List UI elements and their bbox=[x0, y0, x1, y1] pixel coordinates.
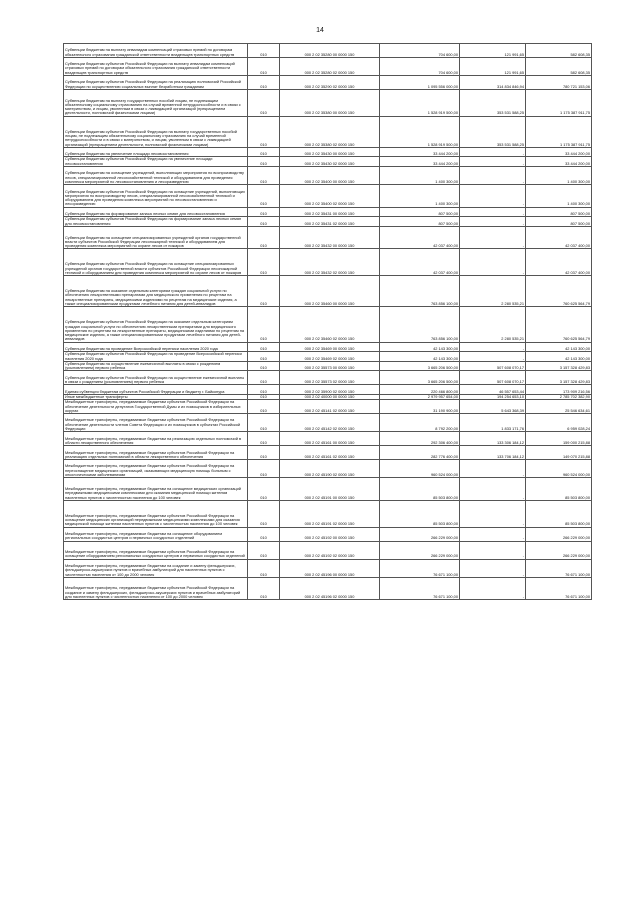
row-name-cell: Субвенции бюджетам субъектов Российской Федерации на формирование запаса лесных семян для лесовосстановления bbox=[64, 217, 248, 227]
row-admin-code-cell: 010 bbox=[248, 478, 280, 501]
row-unexecuted-amount-cell: 1 400 300,00 bbox=[526, 185, 592, 208]
row-admin-code-cell: 010 bbox=[248, 500, 280, 527]
row-approved-amount-cell: 76 671 100,00 bbox=[380, 559, 460, 577]
row-admin-code-cell: 010 bbox=[248, 577, 280, 600]
row-executed-amount-cell: 2 280 535,21 bbox=[460, 307, 526, 342]
row-approved-amount-cell: 266 229 000,00 bbox=[380, 527, 460, 541]
row-unexecuted-amount-cell: 1 400 300,00 bbox=[526, 167, 592, 185]
row-admin-code-cell: 010 bbox=[248, 217, 280, 227]
budget-table bbox=[63, 43, 592, 600]
table-row bbox=[64, 559, 592, 577]
row-approved-amount-cell: 85 503 800,00 bbox=[380, 478, 460, 501]
row-unexecuted-amount-cell: 582 608,35 bbox=[526, 44, 592, 58]
table-row bbox=[64, 541, 592, 559]
row-executed-amount-cell: 2 280 535,21 bbox=[460, 276, 526, 307]
table-row bbox=[64, 57, 592, 75]
row-unexecuted-amount-cell: 807 500,00 bbox=[526, 207, 592, 217]
row-executed-amount-cell: 353 531 588,25 bbox=[460, 89, 526, 116]
row-approved-amount-cell: 763 856 100,00 bbox=[380, 307, 460, 342]
row-unexecuted-amount-cell: 780 721 153,06 bbox=[526, 76, 592, 90]
row-admin-code-cell: 010 bbox=[248, 559, 280, 577]
row-admin-code-cell: 010 bbox=[248, 207, 280, 217]
row-name-cell: Субвенции бюджетам на выплату государственных пособий лицам, не подлежащим обязательному социальному страхованию на случай временной нетрудоспособности и в связи с материнством, и лицам, уволенным в связи с ликвидацией организаций (прекращением деятельности, полномочий физическими лицами) bbox=[64, 89, 248, 116]
row-name-cell: Иные межбюджетные трансферты bbox=[64, 394, 248, 399]
row-name-cell: Межбюджетные трансферты, передаваемые бюджетам субъектов Российской Федерации на обеспечение деятельности членов Совета Федерации и их помощников в субъектах Российской Федерации bbox=[64, 414, 248, 432]
row-budget-code-cell: 000 2 02 35280 02 0000 150 bbox=[280, 57, 380, 75]
row-unexecuted-amount-cell: 760 625 564,79 bbox=[526, 276, 592, 307]
row-admin-code-cell: 010 bbox=[248, 57, 280, 75]
row-executed-amount-cell: - bbox=[460, 157, 526, 167]
row-unexecuted-amount-cell: 33 444 200,00 bbox=[526, 157, 592, 167]
row-budget-code-cell: 000 2 02 35400 02 0000 150 bbox=[280, 185, 380, 208]
row-admin-code-cell: 010 bbox=[248, 76, 280, 90]
table-row bbox=[64, 400, 592, 414]
row-approved-amount-cell: 42 143 300,00 bbox=[380, 352, 460, 362]
row-approved-amount-cell: 1 400 300,00 bbox=[380, 167, 460, 185]
row-admin-code-cell: 010 bbox=[248, 185, 280, 208]
row-budget-code-cell: 000 2 02 45141 02 0000 150 bbox=[280, 400, 380, 414]
row-executed-amount-cell: - bbox=[460, 147, 526, 157]
row-executed-amount-cell: - bbox=[460, 249, 526, 276]
row-budget-code-cell: 000 2 02 35432 02 0000 150 bbox=[280, 249, 380, 276]
row-budget-code-cell: 000 2 02 35460 00 0000 150 bbox=[280, 276, 380, 307]
row-unexecuted-amount-cell: 76 671 100,00 bbox=[526, 577, 592, 600]
row-executed-amount-cell: - bbox=[460, 167, 526, 185]
table-row bbox=[64, 157, 592, 167]
row-budget-code-cell: 000 2 02 45161 00 0000 150 bbox=[280, 432, 380, 446]
table-row bbox=[64, 276, 592, 307]
row-approved-amount-cell: 807 500,00 bbox=[380, 217, 460, 227]
row-name-cell: Межбюджетные трансферты, передаваемые бюджетам субъектов Российской Федерации на реализацию отдельных полномочий в области лекарственного обеспечения bbox=[64, 446, 248, 460]
row-budget-code-cell: 000 2 02 35290 02 0000 150 bbox=[280, 76, 380, 90]
table-row bbox=[64, 147, 592, 157]
row-name-cell: Межбюджетные трансферты, передаваемые бюджетам субъектов Российской Федерации на создание и замену фельдшерских, фельдшерско-акушерских пунктов и врачебных амбулаторий для населенных пунктов с численностью населения от 100 до 2000 человек bbox=[64, 577, 248, 600]
row-budget-code-cell: 000 2 02 35432 00 0000 150 bbox=[280, 226, 380, 249]
row-executed-amount-cell: 133 706 184,12 bbox=[460, 446, 526, 460]
row-name-cell: Субвенции бюджетам на осуществление ежемесячной выплаты в связи с рождением (усыновлением) первого ребенка bbox=[64, 361, 248, 371]
table-row bbox=[64, 446, 592, 460]
row-approved-amount-cell: 1 095 556 000,00 bbox=[380, 76, 460, 90]
table-row bbox=[64, 460, 592, 478]
row-unexecuted-amount-cell: 2 785 702 382,90 bbox=[526, 394, 592, 399]
row-name-cell: Межбюджетные трансферты, передаваемые бюджетам субъектов Российской Федерации на обеспечение деятельности депутатов Государственной Думы и их помощников в избирательных округах bbox=[64, 400, 248, 414]
budget-table-body bbox=[64, 44, 592, 600]
row-executed-amount-cell: - bbox=[460, 207, 526, 217]
row-unexecuted-amount-cell: 76 671 100,00 bbox=[526, 559, 592, 577]
row-unexecuted-amount-cell: 760 625 564,79 bbox=[526, 307, 592, 342]
table-row bbox=[64, 414, 592, 432]
row-name-cell: Субвенции бюджетам субъектов Российской Федерации на оснащение учреждений, выполняющих мероприятия по воспроизводству лесов, специализированной лесохозяйственной техникой и оборудованием для проведения комплекса мероприятий по лесовосстановлению и лесоразведению bbox=[64, 185, 248, 208]
row-name-cell: Субвенции бюджетам на выплату инвалидам компенсаций страховых премий по договорам обязательного страхования гражданской ответственности владельцев транспортных средств bbox=[64, 44, 248, 58]
row-name-cell: Субвенции бюджетам субъектов Российской Федерации на реализацию полномочий Российской Федерации по осуществлению социальных выплат безработным гражданам bbox=[64, 76, 248, 90]
row-executed-amount-cell: - bbox=[460, 559, 526, 577]
row-name-cell: Межбюджетные трансферты, передаваемые бюджетам на реализацию отдельных полномочий в области лекарственного обеспечения bbox=[64, 432, 248, 446]
row-approved-amount-cell: 42 143 300,00 bbox=[380, 342, 460, 352]
row-name-cell: Субвенции бюджетам на формирование запаса лесных семян для лесовосстановления bbox=[64, 207, 248, 217]
row-budget-code-cell: 000 2 02 45161 02 0000 150 bbox=[280, 446, 380, 460]
row-unexecuted-amount-cell: 3 157 328 429,83 bbox=[526, 371, 592, 385]
row-executed-amount-cell: - bbox=[460, 460, 526, 478]
row-budget-code-cell: 000 2 02 45192 00 0000 150 bbox=[280, 527, 380, 541]
row-name-cell: Межбюджетные трансферты, передаваемые бюджетам субъектов Российской Федерации на переоснащение медицинских организаций, оказывающих медицинскую помощь больным с онкологическими заболеваниями bbox=[64, 460, 248, 478]
row-name-cell: Субвенции бюджетам субъектов Российской Федерации на осуществление ежемесячной выплаты в связи с рождением (усыновлением) первого ребенка bbox=[64, 371, 248, 385]
row-budget-code-cell: 000 2 02 35460 02 0000 150 bbox=[280, 307, 380, 342]
table-row bbox=[64, 527, 592, 541]
table-row bbox=[64, 432, 592, 446]
row-executed-amount-cell: - bbox=[460, 577, 526, 600]
row-approved-amount-cell: 1 528 919 500,00 bbox=[380, 116, 460, 147]
row-unexecuted-amount-cell: 266 229 000,00 bbox=[526, 527, 592, 541]
row-name-cell: Межбюджетные трансферты, передаваемые бюджетам на оснащение медицинских организаций передвижными медицинскими комплексами для оказания медицинской помощи жителям населенных пунктов с численностью населения до 100 человек bbox=[64, 478, 248, 501]
row-name-cell: Субвенции бюджетам субъектов Российской Федерации на проведение Всероссийской переписи населения 2020 года bbox=[64, 352, 248, 362]
row-approved-amount-cell: 282 776 400,00 bbox=[380, 446, 460, 460]
row-budget-code-cell: 000 2 02 45190 02 0000 150 bbox=[280, 460, 380, 478]
row-executed-amount-cell: - bbox=[460, 478, 526, 501]
row-approved-amount-cell: 704 600,00 bbox=[380, 44, 460, 58]
row-budget-code-cell: 000 2 02 45142 02 0000 150 bbox=[280, 414, 380, 432]
row-budget-code-cell: 000 2 02 45196 02 0000 150 bbox=[280, 577, 380, 600]
row-unexecuted-amount-cell: 159 000 215,88 bbox=[526, 432, 592, 446]
row-admin-code-cell: 010 bbox=[248, 527, 280, 541]
row-approved-amount-cell: 33 444 200,00 bbox=[380, 147, 460, 157]
row-executed-amount-cell: 133 306 184,12 bbox=[460, 432, 526, 446]
table-row bbox=[64, 352, 592, 362]
row-name-cell: Субвенции бюджетам субъектов Российской Федерации на выплату инвалидам компенсаций страховых премий по договорам обязательного страхования гражданской ответственности владельцев транспортных средств bbox=[64, 57, 248, 75]
table-row bbox=[64, 307, 592, 342]
row-approved-amount-cell: 1 528 919 500,00 bbox=[380, 89, 460, 116]
row-approved-amount-cell: 3 665 206 500,00 bbox=[380, 371, 460, 385]
page-number: 14 bbox=[316, 27, 324, 34]
table-row bbox=[64, 342, 592, 352]
table-row bbox=[64, 577, 592, 600]
row-admin-code-cell: 010 bbox=[248, 44, 280, 58]
row-budget-code-cell: 000 2 02 35431 02 0000 150 bbox=[280, 217, 380, 227]
row-name-cell: Единая субвенция бюджетам субъектов Российской Федерации и бюджету г. Байконура bbox=[64, 385, 248, 395]
row-name-cell: Субвенции бюджетам на оказание отдельным категориям граждан социальной услуги по обеспечению лекарственными препаратами для медицинского применения по рецептам на лекарственные препараты, медицинскими изделиями по рецептам на медицинские изделия, а также специализированными продуктами лечебного питания для детей-инвалидов bbox=[64, 276, 248, 307]
row-name-cell: Субвенции бюджетам субъектов Российской Федерации на оснащение специализированных учреждений органов государственной власти субъектов Российской Федерации лесопожарной техникой и оборудованием для проведения комплекса мероприятий по охране лесов от пожаров bbox=[64, 249, 248, 276]
row-budget-code-cell: 000 2 02 35469 00 0000 150 bbox=[280, 342, 380, 352]
row-admin-code-cell: 010 bbox=[248, 394, 280, 399]
table-row bbox=[64, 89, 592, 116]
row-executed-amount-cell: - bbox=[460, 352, 526, 362]
row-approved-amount-cell: 807 500,00 bbox=[380, 207, 460, 217]
row-name-cell: Межбюджетные трансферты, передаваемые бюджетам на создание и замену фельдшерских, фельдшерско-акушерских пунктов и врачебных амбулаторий для населенных пунктов с численностью населения от 100 до 2000 человек bbox=[64, 559, 248, 577]
row-budget-code-cell: 000 2 02 35431 00 0000 150 bbox=[280, 207, 380, 217]
table-row bbox=[64, 371, 592, 385]
row-unexecuted-amount-cell: 807 500,00 bbox=[526, 217, 592, 227]
table-row bbox=[64, 226, 592, 249]
row-budget-code-cell: 000 2 02 35469 02 0000 150 bbox=[280, 352, 380, 362]
row-approved-amount-cell: 33 444 200,00 bbox=[380, 157, 460, 167]
row-executed-amount-cell: 194 254 653,10 bbox=[460, 394, 526, 399]
row-executed-amount-cell: - bbox=[460, 500, 526, 527]
row-admin-code-cell: 010 bbox=[248, 432, 280, 446]
row-admin-code-cell: 010 bbox=[248, 147, 280, 157]
row-name-cell: Субвенции бюджетам субъектов Российской Федерации на оказание отдельным категориям граждан социальной услуги по обеспечению лекарственными препаратами для медицинского применения по рецептам на лекарственные препараты, медицинскими изделиями по рецептам на медицинские изделия, а также специализированными продуктами лечебного питания для детей-инвалидов bbox=[64, 307, 248, 342]
row-admin-code-cell: 010 bbox=[248, 541, 280, 559]
row-unexecuted-amount-cell: 582 608,35 bbox=[526, 57, 592, 75]
row-budget-code-cell: 000 2 02 35280 00 0000 150 bbox=[280, 44, 380, 58]
row-admin-code-cell: 010 bbox=[248, 89, 280, 116]
row-budget-code-cell: 000 2 02 40000 00 0000 150 bbox=[280, 394, 380, 399]
row-unexecuted-amount-cell: 85 503 800,00 bbox=[526, 478, 592, 501]
table-row bbox=[64, 500, 592, 527]
row-budget-code-cell: 000 2 02 35380 02 0000 150 bbox=[280, 116, 380, 147]
row-executed-amount-cell: 1 833 171,76 bbox=[460, 414, 526, 432]
row-approved-amount-cell: 42 037 400,00 bbox=[380, 226, 460, 249]
row-admin-code-cell: 010 bbox=[248, 385, 280, 395]
row-unexecuted-amount-cell: 25 546 634,61 bbox=[526, 400, 592, 414]
row-executed-amount-cell: 46 557 653,44 bbox=[460, 385, 526, 395]
row-name-cell: Межбюджетные трансферты, передаваемые бюджетам субъектов Российской Федерации на оснащение медицинских организаций передвижными медицинскими комплексами для оказания медицинской помощи жителям населенных пунктов с численностью населения до 100 человек bbox=[64, 500, 248, 527]
row-name-cell: Субвенции бюджетам на проведение Всероссийской переписи населения 2020 года bbox=[64, 342, 248, 352]
row-executed-amount-cell: - bbox=[460, 185, 526, 208]
row-unexecuted-amount-cell: 266 229 000,00 bbox=[526, 541, 592, 559]
row-approved-amount-cell: 76 671 100,00 bbox=[380, 577, 460, 600]
row-unexecuted-amount-cell: 85 503 800,00 bbox=[526, 500, 592, 527]
row-approved-amount-cell: 42 037 400,00 bbox=[380, 249, 460, 276]
row-budget-code-cell: 000 2 02 35400 00 0000 150 bbox=[280, 167, 380, 185]
row-admin-code-cell: 010 bbox=[248, 414, 280, 432]
row-unexecuted-amount-cell: 173 909 216,56 bbox=[526, 385, 592, 395]
row-name-cell: Субвенции бюджетам на увеличение площади лесовосстановления bbox=[64, 147, 248, 157]
row-budget-code-cell: 000 2 02 45196 00 0000 150 bbox=[280, 559, 380, 577]
row-budget-code-cell: 000 2 02 35430 02 0000 150 bbox=[280, 157, 380, 167]
row-approved-amount-cell: 8 792 200,00 bbox=[380, 414, 460, 432]
row-name-cell: Межбюджетные трансферты, передаваемые бюджетам субъектов Российской Федерации на оснащение оборудованием региональных сосудистых центров и первичных сосудистых отделений bbox=[64, 541, 248, 559]
table-row bbox=[64, 44, 592, 58]
row-approved-amount-cell: 292 306 400,00 bbox=[380, 432, 460, 446]
row-admin-code-cell: 010 bbox=[248, 446, 280, 460]
row-budget-code-cell: 000 2 02 35900 02 0000 150 bbox=[280, 385, 380, 395]
row-approved-amount-cell: 704 600,00 bbox=[380, 57, 460, 75]
row-executed-amount-cell: 353 531 588,25 bbox=[460, 116, 526, 147]
table-row bbox=[64, 361, 592, 371]
row-executed-amount-cell: - bbox=[460, 527, 526, 541]
row-admin-code-cell: 010 bbox=[248, 342, 280, 352]
row-budget-code-cell: 000 2 02 35380 00 0000 150 bbox=[280, 89, 380, 116]
table-row bbox=[64, 249, 592, 276]
row-approved-amount-cell: 2 979 957 654,00 bbox=[380, 394, 460, 399]
row-approved-amount-cell: 220 466 800,00 bbox=[380, 385, 460, 395]
row-unexecuted-amount-cell: 3 157 328 429,83 bbox=[526, 361, 592, 371]
row-unexecuted-amount-cell: 33 444 200,00 bbox=[526, 147, 592, 157]
table-row bbox=[64, 167, 592, 185]
row-name-cell: Субвенции бюджетам субъектов Российской Федерации на увеличение площади лесовосстановления bbox=[64, 157, 248, 167]
row-executed-amount-cell: - bbox=[460, 342, 526, 352]
row-admin-code-cell: 010 bbox=[248, 371, 280, 385]
row-unexecuted-amount-cell: 960 524 000,00 bbox=[526, 460, 592, 478]
row-budget-code-cell: 000 2 02 45191 00 0000 150 bbox=[280, 478, 380, 501]
row-executed-amount-cell: - bbox=[460, 217, 526, 227]
row-unexecuted-amount-cell: 6 959 028,24 bbox=[526, 414, 592, 432]
row-unexecuted-amount-cell: 42 143 300,00 bbox=[526, 352, 592, 362]
row-admin-code-cell: 010 bbox=[248, 352, 280, 362]
row-executed-amount-cell: - bbox=[460, 226, 526, 249]
row-admin-code-cell: 010 bbox=[248, 157, 280, 167]
row-approved-amount-cell: 1 400 300,00 bbox=[380, 185, 460, 208]
row-executed-amount-cell: 314 834 846,94 bbox=[460, 76, 526, 90]
row-executed-amount-cell: 121 991,65 bbox=[460, 44, 526, 58]
table-row bbox=[64, 207, 592, 217]
row-unexecuted-amount-cell: 42 143 300,00 bbox=[526, 342, 592, 352]
table-row bbox=[64, 385, 592, 395]
row-name-cell: Субвенции бюджетам субъектов Российской Федерации на выплату государственных пособий лицам, не подлежащим обязательному социальному страхованию на случай временной нетрудоспособности и в связи с материнством, и лицам, уволенным в связи с ликвидацией организаций (прекращением деятельности, полномочий физическими лицами) bbox=[64, 116, 248, 147]
row-executed-amount-cell: 5 643 368,39 bbox=[460, 400, 526, 414]
row-approved-amount-cell: 763 856 100,00 bbox=[380, 276, 460, 307]
table-row bbox=[64, 217, 592, 227]
row-unexecuted-amount-cell: 149 070 215,88 bbox=[526, 446, 592, 460]
row-admin-code-cell: 010 bbox=[248, 276, 280, 307]
row-budget-code-cell: 000 2 02 45191 02 0000 150 bbox=[280, 500, 380, 527]
row-executed-amount-cell: 507 608 070,17 bbox=[460, 371, 526, 385]
row-admin-code-cell: 010 bbox=[248, 116, 280, 147]
row-budget-code-cell: 000 2 02 35573 02 0000 150 bbox=[280, 371, 380, 385]
row-unexecuted-amount-cell: 42 037 400,00 bbox=[526, 249, 592, 276]
row-approved-amount-cell: 85 503 800,00 bbox=[380, 500, 460, 527]
row-admin-code-cell: 010 bbox=[248, 167, 280, 185]
row-name-cell: Субвенции бюджетам на оснащение специализированных учреждений органов государственной власти субъектов Российской Федерации лесопожарной техникой и оборудованием для проведения комплекса мероприятий по охране лесов от пожаров bbox=[64, 226, 248, 249]
row-admin-code-cell: 010 bbox=[248, 400, 280, 414]
row-executed-amount-cell: 507 608 070,17 bbox=[460, 361, 526, 371]
row-budget-code-cell: 000 2 02 45192 02 0000 150 bbox=[280, 541, 380, 559]
row-approved-amount-cell: 3 665 206 500,00 bbox=[380, 361, 460, 371]
table-row bbox=[64, 116, 592, 147]
row-admin-code-cell: 010 bbox=[248, 249, 280, 276]
row-name-cell: Межбюджетные трансферты, передаваемые бюджетам на оснащение оборудованием региональных сосудистых центров и первичных сосудистых отделений bbox=[64, 527, 248, 541]
row-admin-code-cell: 010 bbox=[248, 460, 280, 478]
row-admin-code-cell: 010 bbox=[248, 361, 280, 371]
row-admin-code-cell: 010 bbox=[248, 307, 280, 342]
row-name-cell: Субвенции бюджетам на оснащение учреждений, выполняющих мероприятия по воспроизводству лесов, специализированной лесохозяйственной техникой и оборудованием для проведения комплекса мероприятий по лесовосстановлению и лесоразведению bbox=[64, 167, 248, 185]
row-admin-code-cell: 010 bbox=[248, 226, 280, 249]
row-budget-code-cell: 000 2 02 35573 00 0000 150 bbox=[280, 361, 380, 371]
row-budget-code-cell: 000 2 02 35430 00 0000 150 bbox=[280, 147, 380, 157]
row-approved-amount-cell: 31 190 900,00 bbox=[380, 400, 460, 414]
row-executed-amount-cell: - bbox=[460, 541, 526, 559]
row-executed-amount-cell: 121 991,65 bbox=[460, 57, 526, 75]
row-unexecuted-amount-cell: 1 175 387 911,75 bbox=[526, 89, 592, 116]
row-unexecuted-amount-cell: 42 037 400,00 bbox=[526, 226, 592, 249]
table-row bbox=[64, 478, 592, 501]
row-unexecuted-amount-cell: 1 175 387 911,75 bbox=[526, 116, 592, 147]
row-approved-amount-cell: 960 524 000,00 bbox=[380, 460, 460, 478]
row-approved-amount-cell: 266 229 000,00 bbox=[380, 541, 460, 559]
table-row bbox=[64, 185, 592, 208]
table-row bbox=[64, 76, 592, 90]
